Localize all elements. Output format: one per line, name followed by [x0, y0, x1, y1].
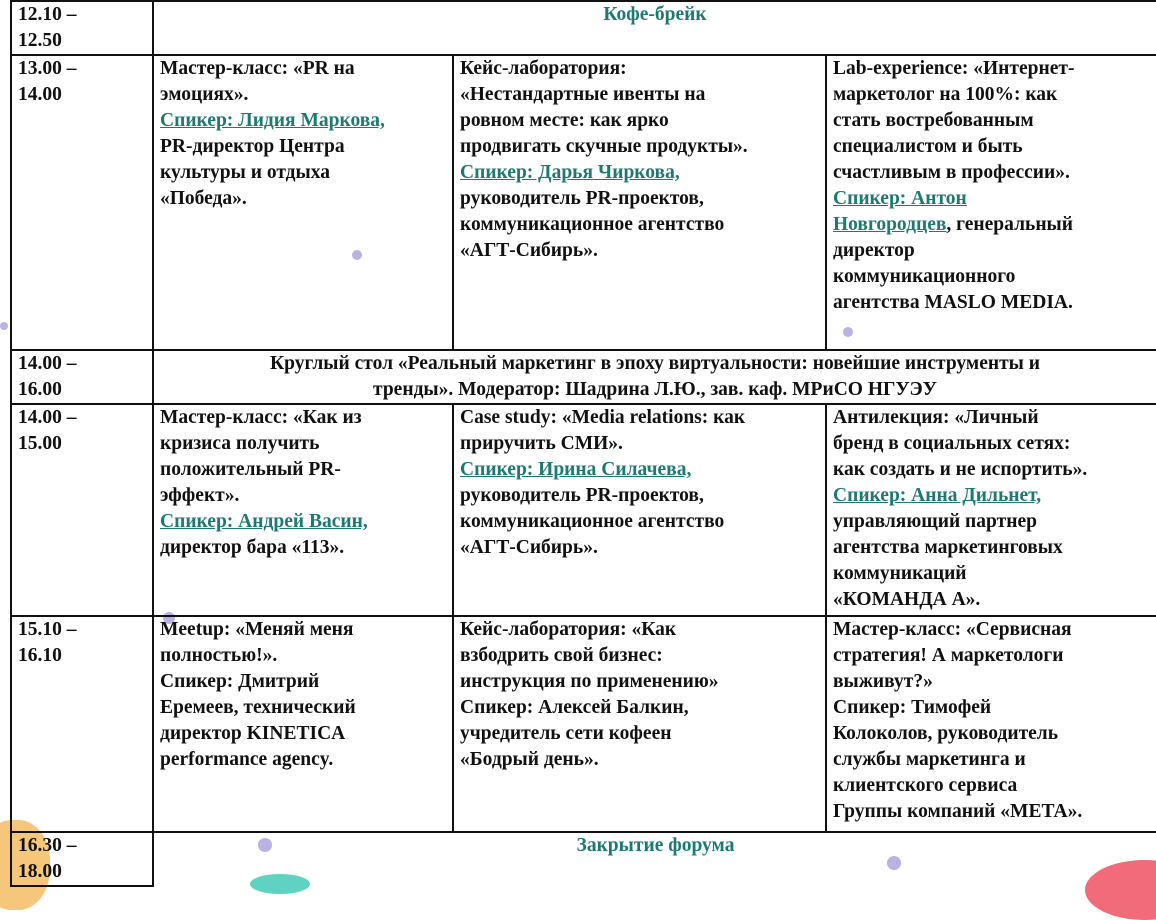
time-cell: 14.00 – 15.00 [11, 404, 153, 616]
schedule-row [11, 55, 1156, 350]
session-cell: Кейс-лаборатория: «Как взбодрить свой бизнес: инструкция по применению» Спикер: Алексей Балкин, учредитель сети кофеен «Бодрый день». [453, 616, 826, 832]
session-cell: Lab-experience: «Интернет- маркетолог на 100%: как стать востребованным специалистом и быть счастливым в профессии». Спикер: Антон Новгородцев, генеральный директор коммуникационного агентства MASLO MEDIA. [826, 55, 1156, 350]
session-cell: Мастер-класс: «Как из кризиса получить положительный PR- эффект». Спикер: Андрей Васин, директор бара «113». [153, 404, 453, 616]
time-cell: 15.10 – 16.10 [11, 616, 153, 832]
coffee-break-label: Кофе-брейк [153, 1, 1156, 55]
decor-dot [0, 322, 8, 330]
speaker-link[interactable]: Новгородцев [833, 214, 947, 235]
closing-label: Закрытие форума [153, 832, 1156, 886]
session-cell: Антилекция: «Личный бренд в социальных сетях: как создать и не испортить». Спикер: Анна Дильнет, управляющий партнер агентства маркетинговых коммуникаций «КОМАНДА А». [826, 404, 1156, 616]
schedule-row [11, 350, 1156, 404]
time-cell: 13.00 – 14.00 [11, 55, 153, 350]
session-cell: Meetup: «Меняй меня полностью!». Спикер: Дмитрий Еремеев, технический директор KINETICA performance agency. [153, 616, 453, 832]
speaker-link[interactable]: Спикер: Дарья Чиркова, [460, 162, 680, 183]
speaker-link[interactable]: Спикер: Анна Дильнет, [833, 485, 1042, 506]
time-cell: 16.30 – 18.00 [11, 832, 153, 886]
speaker-link[interactable]: Спикер: Антон [833, 188, 967, 209]
session-cell: Мастер-класс: «PR на эмоциях». Спикер: Лидия Маркова, PR-директор Центра культуры и отдыха «Победа». [153, 55, 453, 350]
schedule-row [11, 616, 1156, 832]
schedule-row [11, 404, 1156, 616]
time-cell: 12.10 – 12.50 [11, 1, 153, 55]
round-table-cell: Круглый стол «Реальный маркетинг в эпоху виртуальности: новейшие инструменты и тренды». Модератор: Шадрина Л.Ю., зав. каф. МРиСО НГУЭУ [153, 350, 1156, 404]
session-cell: Мастер-класс: «Сервисная стратегия! А маркетологи выживут?» Спикер: Тимофей Колоколов, руководитель службы маркетинга и клиентского сервиса Группы компаний «МЕТА». [826, 616, 1156, 832]
time-cell: 14.00 – 16.00 [11, 350, 153, 404]
session-cell: Кейс-лаборатория: «Нестандартные ивенты на ровном месте: как ярко продвигать скучные продукты». Спикер: Дарья Чиркова, руководитель PR-проектов, коммуникационное агентство «АГТ-Сибирь». [453, 55, 826, 350]
session-cell: Case study: «Media relations: как приручить СМИ». Спикер: Ирина Силачева, руководитель PR-проектов, коммуникационное агентство «АГТ-Сибирь». [453, 404, 826, 616]
schedule-row [11, 1, 1156, 55]
schedule-row [11, 832, 1156, 886]
speaker-link[interactable]: Спикер: Андрей Васин, [160, 511, 368, 532]
speaker-link[interactable]: Спикер: Ирина Силачева, [460, 459, 692, 480]
speaker-link[interactable]: Спикер: Лидия Маркова, [160, 110, 385, 131]
schedule-table [10, 0, 1156, 887]
